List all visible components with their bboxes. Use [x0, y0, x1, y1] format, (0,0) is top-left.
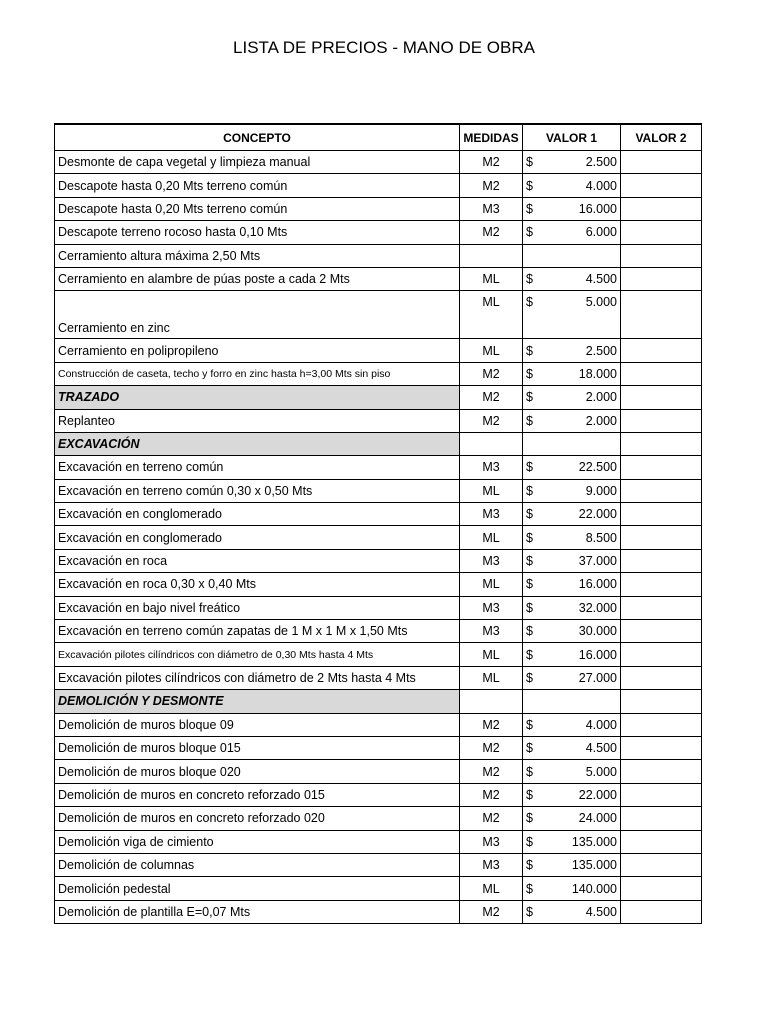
amount: 6.000: [585, 225, 617, 240]
medida-cell: M2: [460, 807, 523, 830]
table-row: [55, 409, 702, 432]
medida-cell: ML: [460, 643, 523, 666]
table-row: [55, 877, 702, 900]
concepto-cell: Excavación en conglomerado: [55, 526, 460, 549]
valor-1-cell: [523, 690, 621, 713]
valor-1-cell: [523, 877, 621, 900]
valor-1-cell: [523, 409, 621, 432]
medida-cell: [460, 690, 523, 713]
valor-1-cell: [523, 362, 621, 385]
medida-cell: M3: [460, 596, 523, 619]
valor-1-cell: [523, 267, 621, 290]
amount: 135.000: [571, 834, 617, 849]
concepto-cell: Demolición viga de cimiento: [55, 830, 460, 853]
table-row: [55, 244, 702, 267]
medida-cell: ML: [460, 526, 523, 549]
medida-cell: ML: [460, 479, 523, 502]
concepto-cell: Cerramiento altura máxima 2,50 Mts: [55, 244, 460, 267]
medida-cell: M2: [460, 362, 523, 385]
valor-2-cell: [621, 783, 702, 806]
valor-2-cell: [621, 760, 702, 783]
valor-1-cell: [523, 244, 621, 267]
medida-cell: M3: [460, 853, 523, 876]
amount: 2.500: [585, 155, 617, 170]
medida-cell: ML: [460, 339, 523, 362]
medida-cell: ML: [460, 267, 523, 290]
page-title: LISTA DE PRECIOS - MANO DE OBRA: [233, 38, 535, 57]
valor-1-cell: [523, 596, 621, 619]
medida-cell: M3: [460, 620, 523, 643]
valor-2-cell: [621, 267, 702, 290]
valor-2-cell: [621, 479, 702, 502]
valor-2-cell: [621, 643, 702, 666]
concepto-cell: Demolición de muros bloque 015: [55, 736, 460, 759]
medida-cell: ML: [460, 291, 523, 339]
amount: 4.000: [585, 717, 617, 732]
table-row: [55, 643, 702, 666]
amount: 16.000: [578, 647, 617, 662]
concepto-cell: Demolición de muros en concreto reforzado 020: [55, 807, 460, 830]
table-row: [55, 830, 702, 853]
amount: 5.000: [585, 295, 617, 310]
amount: 37.000: [578, 554, 617, 569]
currency-symbol: $: [526, 483, 533, 498]
valor-2-cell: [621, 549, 702, 572]
valor-2-cell: [621, 900, 702, 923]
table-row: [55, 151, 702, 174]
valor-1-cell: [523, 760, 621, 783]
valor-2-cell: [621, 409, 702, 432]
amount: 30.000: [578, 624, 617, 639]
valor-2-cell: [621, 596, 702, 619]
table-row: [55, 596, 702, 619]
amount: 140.000: [571, 881, 617, 896]
valor-2-cell: [621, 174, 702, 197]
amount: 9.000: [585, 483, 617, 498]
medida-cell: [460, 244, 523, 267]
valor-1-cell: [523, 526, 621, 549]
amount: 5.000: [585, 764, 617, 779]
valor-2-cell: [621, 830, 702, 853]
currency-symbol: $: [526, 295, 533, 310]
currency-symbol: $: [526, 811, 533, 826]
valor-2-cell: [621, 291, 702, 339]
valor-1-cell: [523, 151, 621, 174]
valor-1-cell: [523, 783, 621, 806]
header-medidas: MEDIDAS: [460, 124, 523, 151]
valor-2-cell: [621, 526, 702, 549]
currency-symbol: $: [526, 554, 533, 569]
valor-2-cell: [621, 690, 702, 713]
amount: 4.500: [585, 272, 617, 287]
amount: 22.500: [578, 460, 617, 475]
concepto-cell: Excavación en roca 0,30 x 0,40 Mts: [55, 573, 460, 596]
currency-symbol: $: [526, 741, 533, 756]
concepto-cell: Desmonte de capa vegetal y limpieza manual: [55, 151, 460, 174]
valor-1-cell: [523, 174, 621, 197]
table-row: [55, 291, 702, 339]
valor-1-cell: [523, 900, 621, 923]
table-row: [55, 197, 702, 220]
concepto-cell: Demolición de plantilla E=0,07 Mts: [55, 900, 460, 923]
header-valor-2: VALOR 2: [621, 124, 702, 151]
medida-cell: M2: [460, 736, 523, 759]
concepto-cell: Excavación pilotes cilíndricos con diámetro de 2 Mts hasta 4 Mts: [55, 666, 460, 689]
valor-1-cell: [523, 666, 621, 689]
header-concepto: CONCEPTO: [55, 124, 460, 151]
table-row: [55, 666, 702, 689]
currency-symbol: $: [526, 881, 533, 896]
section-row: [55, 386, 702, 409]
concepto-cell: Excavación en terreno común: [55, 456, 460, 479]
concepto-cell: Construcción de caseta, techo y forro en zinc hasta h=3,00 Mts sin piso: [55, 362, 460, 385]
amount: 18.000: [578, 366, 617, 381]
valor-1-cell: [523, 432, 621, 455]
valor-2-cell: [621, 221, 702, 244]
amount: 16.000: [578, 201, 617, 216]
valor-1-cell: [523, 573, 621, 596]
amount: 22.000: [578, 787, 617, 802]
concepto-cell: Cerramiento en zinc: [55, 291, 460, 339]
concepto-cell: Excavación en terreno común 0,30 x 0,50 Mts: [55, 479, 460, 502]
currency-symbol: $: [526, 201, 533, 216]
valor-2-cell: [621, 503, 702, 526]
medida-cell: M2: [460, 174, 523, 197]
header-valor-1: VALOR 1: [523, 124, 621, 151]
amount: 4.000: [585, 178, 617, 193]
valor-2-cell: [621, 197, 702, 220]
table-row: [55, 900, 702, 923]
table-row: [55, 479, 702, 502]
valor-2-cell: [621, 573, 702, 596]
valor-1-cell: [523, 736, 621, 759]
valor-2-cell: [621, 432, 702, 455]
table-row: [55, 503, 702, 526]
valor-1-cell: [523, 221, 621, 244]
valor-1-cell: [523, 549, 621, 572]
currency-symbol: $: [526, 904, 533, 919]
medida-cell: M2: [460, 221, 523, 244]
valor-2-cell: [621, 456, 702, 479]
valor-1-cell: [523, 620, 621, 643]
valor-1-cell: [523, 291, 621, 339]
medida-cell: ML: [460, 666, 523, 689]
table-row: [55, 362, 702, 385]
valor-2-cell: [621, 736, 702, 759]
concepto-cell: Demolición de columnas: [55, 853, 460, 876]
valor-1-cell: [523, 853, 621, 876]
medida-cell: M2: [460, 900, 523, 923]
concepto-cell: Cerramiento en polipropileno: [55, 339, 460, 362]
amount: 22.000: [578, 507, 617, 522]
amount: 16.000: [578, 577, 617, 592]
valor-2-cell: [621, 339, 702, 362]
table-header-row: [55, 124, 702, 151]
currency-symbol: $: [526, 507, 533, 522]
valor-2-cell: [621, 386, 702, 409]
currency-symbol: $: [526, 624, 533, 639]
concepto-cell: Excavación en bajo nivel freático: [55, 596, 460, 619]
table-row: [55, 736, 702, 759]
amount: 2.500: [585, 343, 617, 358]
medida-cell: M2: [460, 713, 523, 736]
amount: 4.500: [585, 741, 617, 756]
table-row: [55, 807, 702, 830]
table-row: [55, 853, 702, 876]
medida-cell: M2: [460, 386, 523, 409]
currency-symbol: $: [526, 834, 533, 849]
valor-2-cell: [621, 666, 702, 689]
currency-symbol: $: [526, 272, 533, 287]
table-row: [55, 221, 702, 244]
medida-cell: [460, 432, 523, 455]
amount: 4.500: [585, 904, 617, 919]
table-row: [55, 339, 702, 362]
currency-symbol: $: [526, 155, 533, 170]
concepto-cell: Descapote hasta 0,20 Mts terreno común: [55, 197, 460, 220]
valor-2-cell: [621, 244, 702, 267]
valor-2-cell: [621, 151, 702, 174]
concepto-cell: Demolición de muros bloque 09: [55, 713, 460, 736]
valor-1-cell: [523, 386, 621, 409]
currency-symbol: $: [526, 390, 533, 405]
currency-symbol: $: [526, 577, 533, 592]
table-row: [55, 573, 702, 596]
table-row: [55, 549, 702, 572]
amount: 135.000: [571, 858, 617, 873]
currency-symbol: $: [526, 787, 533, 802]
table-body: [55, 151, 702, 924]
medida-cell: M3: [460, 456, 523, 479]
section-title: TRAZADO: [55, 386, 460, 409]
medida-cell: M2: [460, 409, 523, 432]
medida-cell: M3: [460, 830, 523, 853]
valor-2-cell: [621, 807, 702, 830]
amount: 27.000: [578, 671, 617, 685]
currency-symbol: $: [526, 366, 533, 381]
valor-1-cell: [523, 479, 621, 502]
currency-symbol: $: [526, 178, 533, 193]
medida-cell: M2: [460, 760, 523, 783]
concepto-cell: Demolición pedestal: [55, 877, 460, 900]
valor-1-cell: [523, 830, 621, 853]
medida-cell: M3: [460, 549, 523, 572]
valor-2-cell: [621, 713, 702, 736]
table-row: [55, 456, 702, 479]
currency-symbol: $: [526, 717, 533, 732]
concepto-cell: Excavación en terreno común zapatas de 1 M x 1 M x 1,50 Mts: [55, 620, 460, 643]
currency-symbol: $: [526, 764, 533, 779]
section-title: DEMOLICIÓN Y DESMONTE: [55, 690, 460, 713]
medida-cell: ML: [460, 573, 523, 596]
valor-2-cell: [621, 853, 702, 876]
currency-symbol: $: [526, 647, 533, 662]
currency-symbol: $: [526, 343, 533, 358]
section-title: EXCAVACIÓN: [55, 432, 460, 455]
valor-1-cell: [523, 713, 621, 736]
amount: 8.500: [585, 530, 617, 545]
currency-symbol: $: [526, 460, 533, 475]
section-row: [55, 432, 702, 455]
valor-2-cell: [621, 362, 702, 385]
concepto-cell: Excavación en conglomerado: [55, 503, 460, 526]
table-row: [55, 620, 702, 643]
valor-1-cell: [523, 339, 621, 362]
amount: 32.000: [578, 600, 617, 615]
amount: 2.000: [585, 390, 617, 405]
valor-1-cell: [523, 643, 621, 666]
valor-1-cell: [523, 197, 621, 220]
valor-1-cell: [523, 503, 621, 526]
currency-symbol: $: [526, 671, 533, 685]
table-row: [55, 526, 702, 549]
valor-1-cell: [523, 456, 621, 479]
amount: 2.000: [585, 413, 617, 428]
currency-symbol: $: [526, 413, 533, 428]
price-table: [54, 123, 702, 924]
table-row: [55, 713, 702, 736]
medida-cell: M3: [460, 197, 523, 220]
concepto-cell: Demolición de muros en concreto reforzado 015: [55, 783, 460, 806]
medida-cell: M2: [460, 151, 523, 174]
medida-cell: M2: [460, 783, 523, 806]
valor-1-cell: [523, 807, 621, 830]
valor-2-cell: [621, 877, 702, 900]
table-row: [55, 174, 702, 197]
currency-symbol: $: [526, 530, 533, 545]
concepto-cell: Replanteo: [55, 409, 460, 432]
currency-symbol: $: [526, 225, 533, 240]
concepto-cell: Descapote terreno rocoso hasta 0,10 Mts: [55, 221, 460, 244]
valor-2-cell: [621, 620, 702, 643]
section-row: [55, 690, 702, 713]
medida-cell: M3: [460, 503, 523, 526]
concepto-cell: Demolición de muros bloque 020: [55, 760, 460, 783]
amount: 24.000: [578, 811, 617, 826]
table-row: [55, 267, 702, 290]
currency-symbol: $: [526, 600, 533, 615]
concepto-cell: Excavación en roca: [55, 549, 460, 572]
concepto-cell: Descapote hasta 0,20 Mts terreno común: [55, 174, 460, 197]
currency-symbol: $: [526, 858, 533, 873]
medida-cell: ML: [460, 877, 523, 900]
table-row: [55, 783, 702, 806]
concepto-cell: Cerramiento en alambre de púas poste a cada 2 Mts: [55, 267, 460, 290]
concepto-cell: Excavación pilotes cilíndricos con diámetro de 0,30 Mts hasta 4 Mts: [55, 643, 460, 666]
table-row: [55, 760, 702, 783]
